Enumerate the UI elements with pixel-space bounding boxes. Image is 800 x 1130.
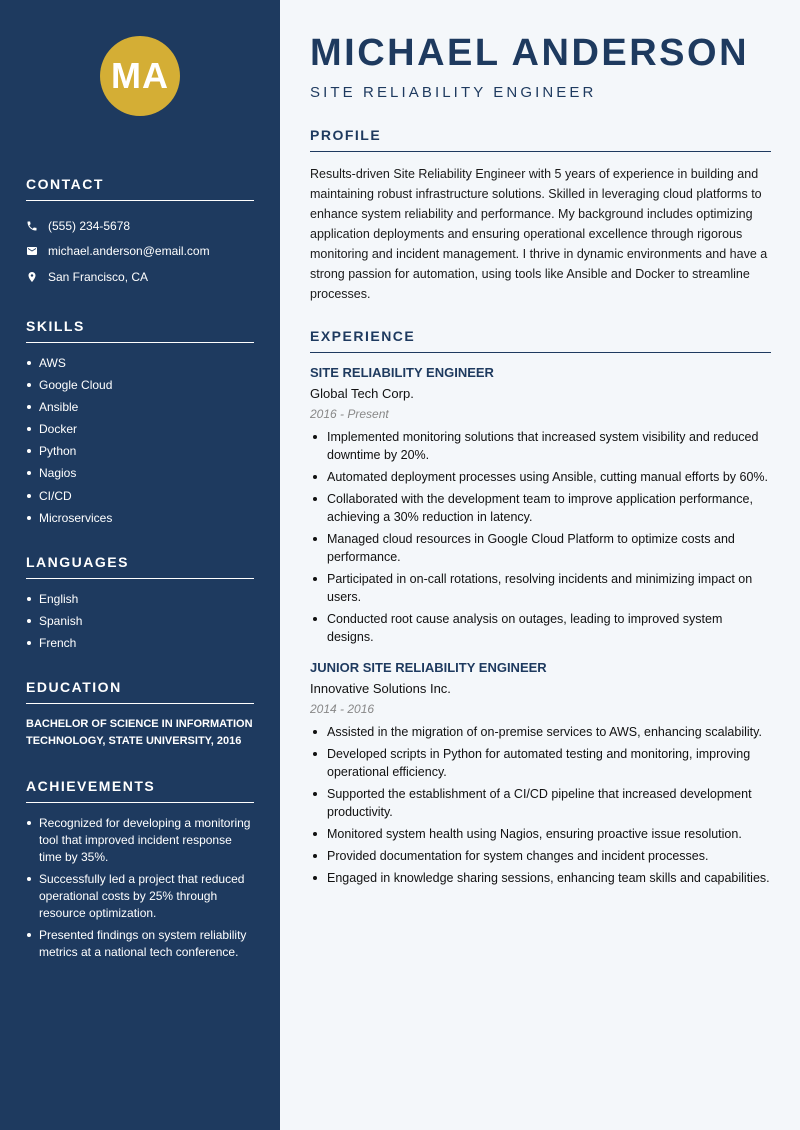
achievement-item: Recognized for developing a monitoring tool that improved incident response time by 35%. bbox=[26, 815, 254, 866]
sidebar bbox=[0, 0, 280, 1130]
education-entry: BACHELOR OF SCIENCE IN INFORMATION TECHNOLOGY, STATE UNIVERSITY, 2016 bbox=[26, 718, 253, 748]
skill-item: Ansible bbox=[26, 399, 254, 415]
location-pin-icon bbox=[26, 271, 48, 283]
skill-item: Microservices bbox=[26, 510, 254, 526]
job-bullet: Supported the establishment of a CI/CD pipeline that increased development productivity. bbox=[310, 785, 771, 821]
education-heading: EDUCATION bbox=[26, 679, 254, 704]
job-bullet: Provided documentation for system changes and incident processes. bbox=[310, 847, 771, 865]
skill-item: CI/CD bbox=[26, 488, 254, 504]
job-bullet: Developed scripts in Python for automated testing and monitoring, improving operational efficiency. bbox=[310, 745, 771, 781]
job-bullet: Participated in on-call rotations, resolving incidents and minimizing impact on users. bbox=[310, 570, 771, 606]
phone-icon bbox=[26, 220, 48, 232]
job-dates: 2016 - Present bbox=[310, 407, 389, 421]
skills-section bbox=[26, 318, 254, 526]
job-role: SITE RELIABILITY ENGINEER bbox=[310, 365, 494, 380]
contact-section bbox=[26, 176, 254, 290]
job-bullet: Assisted in the migration of on-premise services to AWS, enhancing scalability. bbox=[310, 723, 771, 741]
achievement-item: Successfully led a project that reduced operational costs by 25% through resource optimization. bbox=[26, 871, 254, 922]
candidate-title: SITE RELIABILITY ENGINEER bbox=[310, 84, 597, 101]
contact-location bbox=[26, 264, 254, 290]
contact-email bbox=[26, 239, 254, 265]
skill-item: Nagios bbox=[26, 465, 254, 481]
avatar bbox=[100, 36, 180, 116]
language-item: English bbox=[26, 591, 254, 607]
achievements-section bbox=[26, 778, 254, 961]
skill-item: Google Cloud bbox=[26, 377, 254, 393]
languages-section bbox=[26, 554, 254, 651]
skill-item: Docker bbox=[26, 421, 254, 437]
job-bullets bbox=[310, 428, 771, 646]
achievements-heading: ACHIEVEMENTS bbox=[26, 778, 254, 803]
experience-section bbox=[310, 328, 771, 887]
language-item: Spanish bbox=[26, 613, 254, 629]
main-content bbox=[310, 32, 771, 901]
contact-phone bbox=[26, 213, 254, 239]
contact-heading: CONTACT bbox=[26, 176, 254, 201]
job-bullet: Managed cloud resources in Google Cloud Platform to optimize costs and performance. bbox=[310, 530, 771, 566]
job-bullet: Implemented monitoring solutions that increased system visibility and reduced downtime by 20%. bbox=[310, 428, 771, 464]
achievements-list bbox=[26, 815, 254, 961]
job-bullet: Monitored system health using Nagios, ensuring proactive issue resolution. bbox=[310, 825, 771, 843]
education-section bbox=[26, 679, 254, 750]
job-bullet: Collaborated with the development team to improve application performance, achieving a 30% reduction in latency. bbox=[310, 490, 771, 526]
candidate-name: MICHAEL ANDERSON bbox=[310, 32, 750, 74]
job-bullet: Engaged in knowledge sharing sessions, enhancing team skills and capabilities. bbox=[310, 869, 771, 887]
achievement-item: Presented findings on system reliability metrics at a national tech conference. bbox=[26, 927, 254, 961]
skills-list bbox=[26, 355, 254, 526]
language-item: French bbox=[26, 635, 254, 651]
job-entry bbox=[310, 660, 771, 887]
job-company: Global Tech Corp. bbox=[310, 386, 414, 401]
job-entry bbox=[310, 365, 771, 646]
avatar-initials: MA bbox=[111, 55, 169, 96]
email-icon bbox=[26, 245, 48, 257]
languages-list bbox=[26, 591, 254, 651]
job-dates: 2014 - 2016 bbox=[310, 702, 375, 716]
profile-section bbox=[310, 127, 771, 304]
profile-text: Results-driven Site Reliability Engineer with 5 years of experience in building and maintaining robust infrastructure solutions. Skilled in leveraging cloud platforms to enhance system reliability and performance. My background includes optimizing application deployments and ensuring operational excellence through rigorous monitoring and incident management. I thrive in dynamic environments and have a strong passion for automation, using tools like Ansible and Docker to streamline processes. bbox=[310, 167, 768, 301]
experience-heading: EXPERIENCE bbox=[310, 328, 771, 353]
job-bullet: Conducted root cause analysis on outages, leading to improved system designs. bbox=[310, 610, 771, 646]
skill-item: AWS bbox=[26, 355, 254, 371]
profile-heading: PROFILE bbox=[310, 127, 771, 152]
skill-item: Python bbox=[26, 443, 254, 459]
contact-email-text[interactable]: michael.anderson@email.com bbox=[48, 244, 210, 259]
job-bullets bbox=[310, 723, 771, 887]
skills-heading: SKILLS bbox=[26, 318, 254, 343]
job-role: JUNIOR SITE RELIABILITY ENGINEER bbox=[310, 660, 547, 675]
contact-phone-text[interactable]: (555) 234-5678 bbox=[48, 218, 131, 233]
languages-heading: LANGUAGES bbox=[26, 554, 254, 579]
job-company: Innovative Solutions Inc. bbox=[310, 681, 451, 696]
contact-location-text: San Francisco, CA bbox=[48, 269, 149, 284]
job-bullet: Automated deployment processes using Ansible, cutting manual efforts by 60%. bbox=[310, 468, 771, 486]
